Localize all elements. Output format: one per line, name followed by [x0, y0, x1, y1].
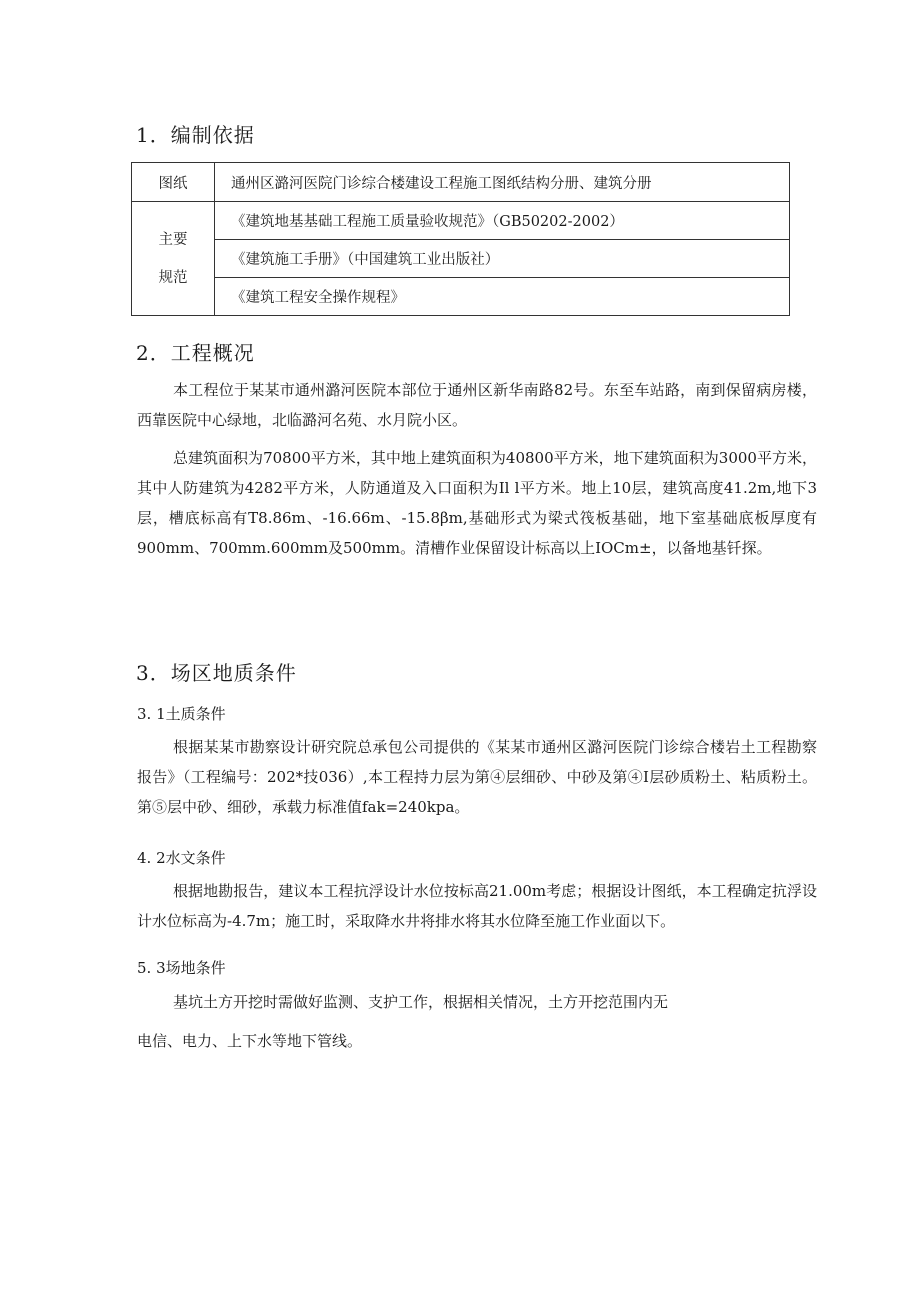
site-line-1: 基坑土方开挖时需做好监测、支护工作，根据相关情况，土方开挖范围内无 [173, 993, 669, 1011]
hydrology-paragraph: 根据地勘报告，建议本工程抗浮设计水位按标高21.00m考虑；根据设计图纸，本工程确定抗浮设计水位标高为-4.7m；施工时，采取降水井将排水将其水位降至施工作业面以下。 [137, 882, 817, 930]
basis-table [131, 162, 790, 316]
norm-item: 《建筑地基基础工程施工质量验收规范》（GB50202-2002） [215, 202, 790, 240]
soil-paragraph: 根据某某市勘察设计研究院总承包公司提供的《某某市通州区潞河医院门诊综合楼岩土工程勘察报告》（工程编号：202*技036）,本工程持力层为第④层细砂、中砂及第④I层砂质粉土、粘质粉土。第⑤层中砂、细砂，承载力标准值fak=240kpa。 [137, 738, 817, 816]
drawings-label: 图纸 [132, 163, 215, 202]
overview-paragraph-1: 本工程位于某某市通州潞河医院本部位于通州区新华南路82号。东至车站路，南到保留病房楼，西靠医院中心绿地，北临潞河名苑、水月院小区。 [137, 381, 817, 429]
overview-paragraph-2: 总建筑面积为70800平方米，其中地上建筑面积为40800平方米，地下建筑面积为3000平方米，其中人防建筑为4282平方米，人防通道及入口面积为Il l平方米。地上10层，建筑高度41.2m,地下3层，槽底标高有T8.86m、-16.66m、-15.8βm,基础形式为梁式筏板基础，地下室基础底板厚度有900mm、700mm.600mm及500mm。清槽作业保留设计标高以上IOCm±，以备地基钎探。 [137, 449, 817, 557]
section-2-heading: 2．工程概况 [136, 341, 255, 365]
norms-label-line-1: 主要 [158, 231, 188, 248]
norms-label-line-2: 规范 [158, 269, 188, 286]
norms-label [132, 202, 215, 316]
site-heading: 5. 3场地条件 [137, 959, 226, 977]
table-row [132, 202, 790, 240]
hydrology-heading: 4. 2水文条件 [137, 849, 226, 867]
norm-item: 《建筑工程安全操作规程》 [215, 278, 790, 316]
section-1-heading: 1．编制依据 [136, 123, 255, 147]
table-row [132, 163, 790, 202]
norm-item: 《建筑施工手册》（中国建筑工业出版社） [215, 240, 790, 278]
drawings-value: 通州区潞河医院门诊综合楼建设工程施工图纸结构分册、建筑分册 [215, 163, 790, 202]
site-line-2: 电信、电力、上下水等地下管线。 [137, 1032, 363, 1050]
table-row [132, 278, 790, 316]
section-3-heading: 3．场区地质条件 [136, 661, 297, 685]
table-row [132, 240, 790, 278]
soil-heading: 3. 1土质条件 [137, 705, 226, 723]
